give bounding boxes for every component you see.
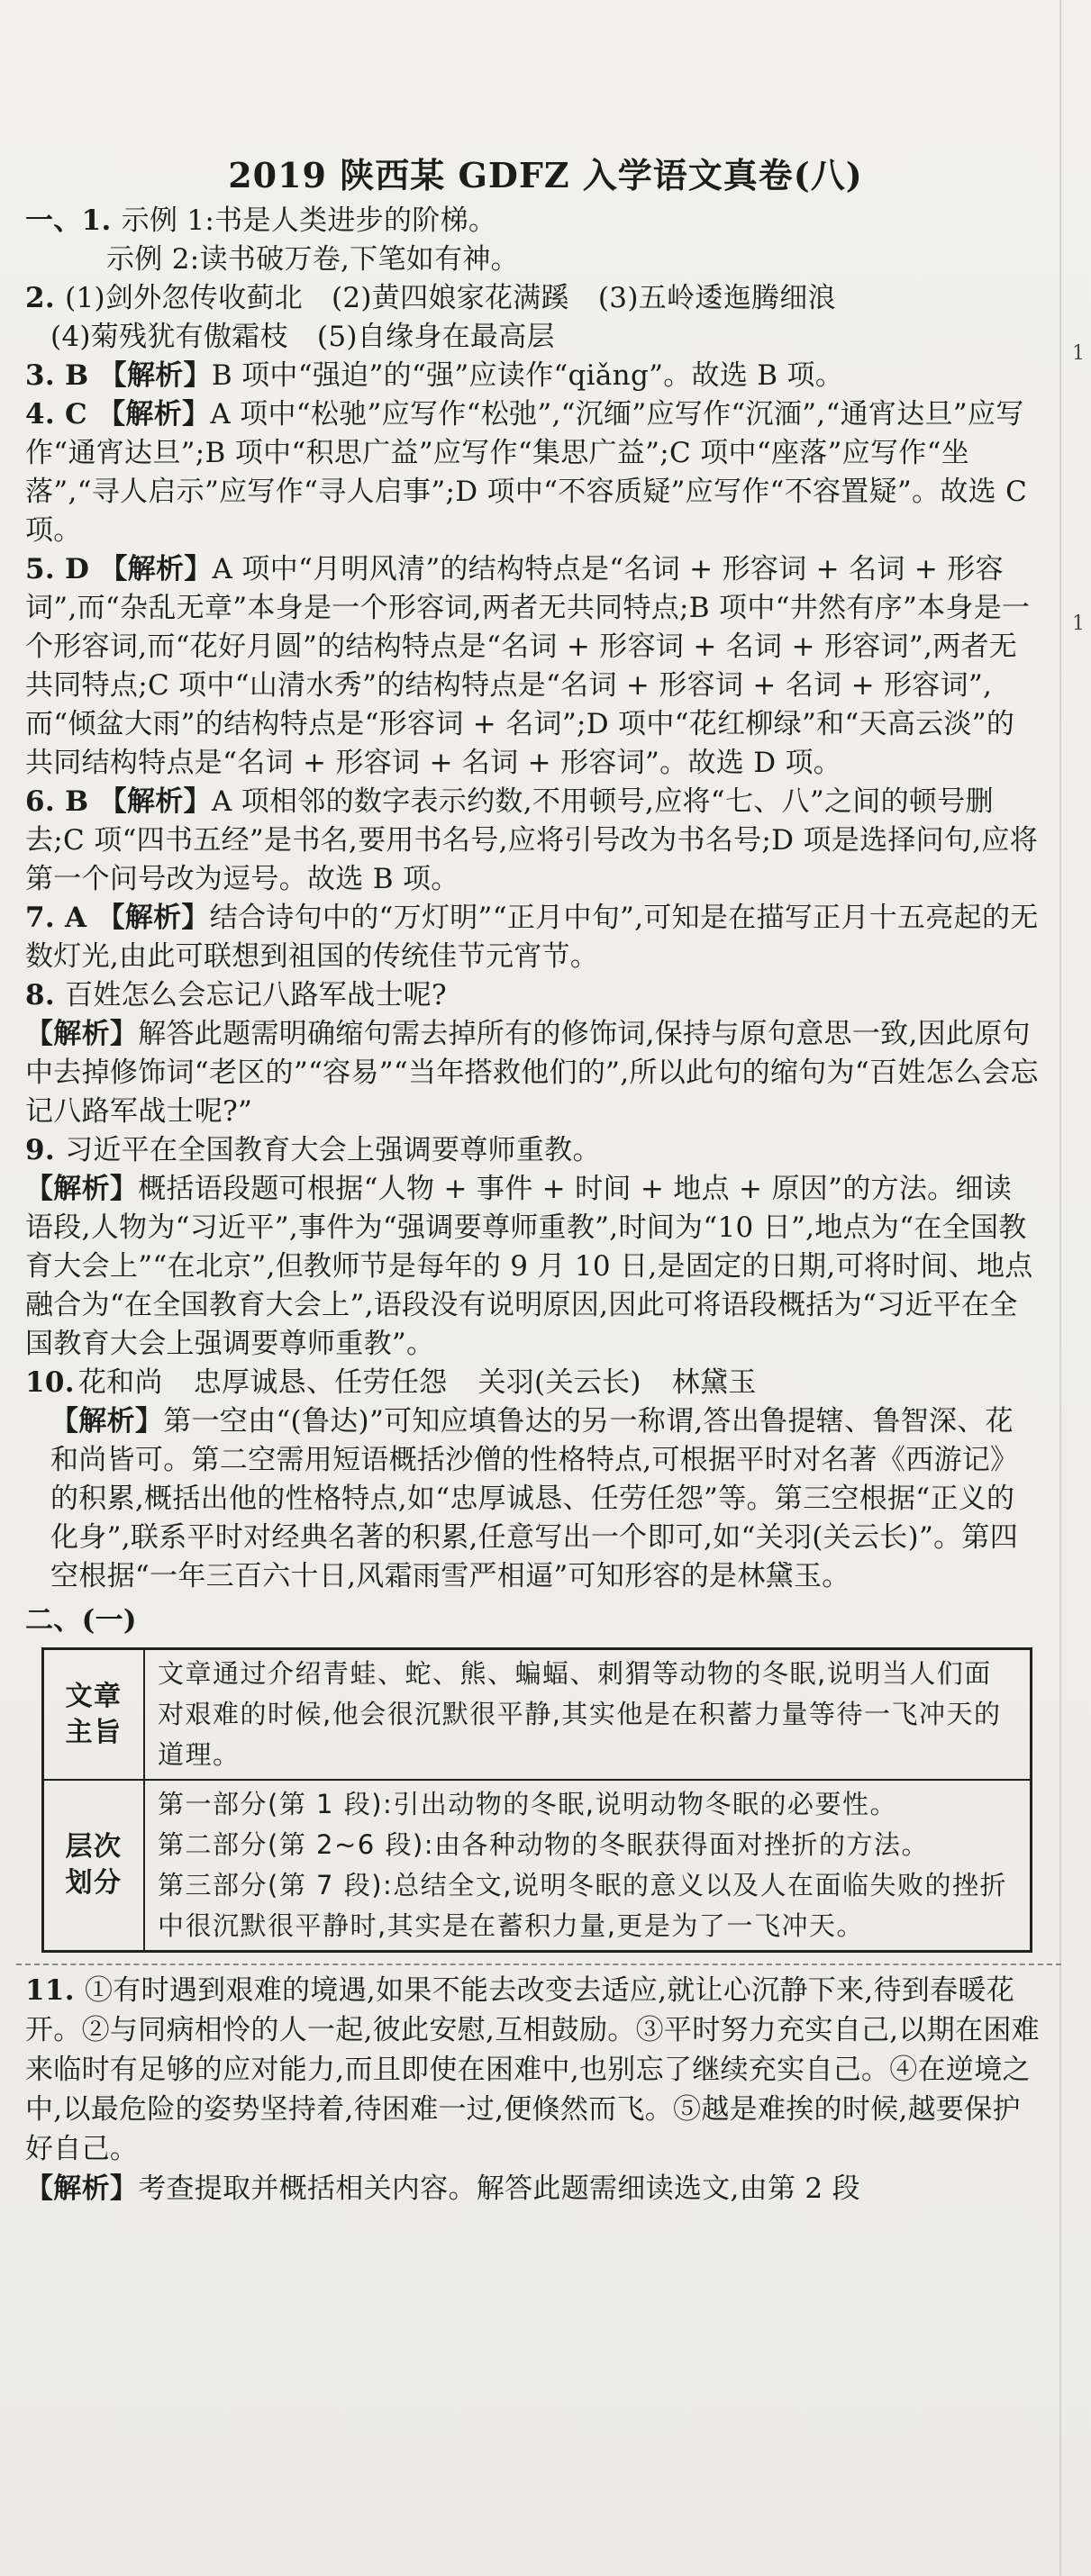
q5-number: 5. D bbox=[25, 553, 100, 585]
table-row bbox=[43, 1780, 1032, 1952]
q5 bbox=[25, 550, 1040, 783]
q7-number: 7. A bbox=[25, 902, 97, 934]
analysis-tag: 【解析】 bbox=[50, 1405, 164, 1438]
q2-answer: (4)菊残犹有傲霜枝 bbox=[50, 321, 288, 353]
q6-text: A 项相邻的数字表示约数,不用顿号,应将“七、八”之间的顿号删去;C 项“四书五经”是书名,要用书名号,应将引号改为书名号;D 项是选择问句,应将第一个问号改为逗号。故选 B 项。 bbox=[25, 785, 1039, 895]
q10-answer: 花和尚 bbox=[77, 1366, 163, 1399]
row-label: 文章主旨 bbox=[43, 1649, 145, 1781]
q8-number: 8. bbox=[25, 979, 66, 1011]
page-title: 2019 陕西某 GDFZ 入学语文真卷(八) bbox=[228, 155, 863, 195]
q11 bbox=[25, 1971, 1040, 2169]
row-text bbox=[144, 1780, 1032, 1952]
q1 bbox=[25, 202, 1040, 240]
row-label: 层次划分 bbox=[43, 1780, 145, 1952]
q7-text: 结合诗句中的“万灯明”“正月中旬”,可知是在描写正月十五亮起的无数灯光,由此可联想到祖国的传统佳节元宵节。 bbox=[25, 902, 1039, 973]
margin-mark: 1 bbox=[1072, 612, 1085, 635]
q9-answer: 习近平在全国教育大会上强调要尊师重教。 bbox=[65, 1134, 601, 1166]
q9-number: 9. bbox=[25, 1134, 66, 1166]
q3-text: B 项中“强迫”的“强”应读作“qiǎng”。故选 B 项。 bbox=[211, 359, 844, 392]
part-1: 第一部分(第 1 段):引出动物的冬眠,说明动物冬眠的必要性。 bbox=[158, 1789, 898, 1819]
q1-line2: 示例 2:读书破万卷,下笔如有神。 bbox=[106, 243, 519, 276]
q3-number: 3. B bbox=[25, 359, 99, 392]
table-row bbox=[43, 1649, 1032, 1781]
q8-analysis bbox=[25, 1015, 1040, 1131]
q6-number: 6. B bbox=[25, 785, 99, 818]
q4-text: A 项中“松驰”应写作“松弛”,“沉缅”应写作“沉湎”,“通宵达旦”应写作“通宵达旦”;B 项中“积思广益”应写作“集思广益”;C 项中“座落”应写作“坐落”,“寻人启示”应写作“寻人启事”;D 项中“不容质疑”应写作“不容置疑”。故选 C 项。 bbox=[25, 398, 1028, 547]
q2-answer: (3)五岭逶迤腾细浪 bbox=[597, 282, 836, 314]
q10-analysis bbox=[25, 1402, 1040, 1596]
section-heading: 二、(一) bbox=[25, 1604, 137, 1637]
analysis-tag: 【解析】 bbox=[25, 1018, 139, 1050]
analysis-tag: 【解析】 bbox=[97, 398, 211, 431]
q6 bbox=[25, 783, 1040, 899]
q2-row2 bbox=[25, 318, 1040, 357]
q7 bbox=[25, 899, 1040, 976]
q2 bbox=[25, 279, 1040, 318]
part-2: 第二部分(第 2~6 段):由各种动物的冬眠获得面对挫折的方法。 bbox=[158, 1829, 930, 1860]
analysis-tag: 【解析】 bbox=[98, 359, 212, 392]
analysis-tag: 【解析】 bbox=[25, 1173, 139, 1205]
q8 bbox=[25, 976, 1040, 1015]
q2-number: 2. bbox=[25, 282, 66, 314]
analysis-tag: 【解析】 bbox=[99, 553, 213, 585]
q4-number: 4. C bbox=[25, 398, 98, 431]
q9 bbox=[25, 1131, 1040, 1170]
q11-text: 考查提取并概括相关内容。解答此题需细读选文,由第 2 段 bbox=[138, 2172, 860, 2205]
q9-text: 概括语段题可根据“人物 + 事件 + 时间 + 地点 + 原因”的方法。细读语段,人物为“习近平”,事件为“强调要尊师重教”,时间为“10 日”,地点为“在全国教育大会上”“在北京”,但教师节是每年的 9 月 10 日,是固定的日期,可将时间、地点融合为“在全国教育大会上”,语段没有说明原因,因此可将语段概括为“习近平在全国教育大会上强调要尊师重教”。 bbox=[25, 1173, 1033, 1360]
q10 bbox=[25, 1364, 1040, 1402]
structure-table bbox=[41, 1647, 1032, 1953]
part-3: 第三部分(第 7 段):总结全文,说明冬眠的意义以及人在面临失败的挫折中很沉默很平静时,其实是在蓄积力量,更是为了一飞冲天。 bbox=[158, 1870, 1008, 1941]
analysis-tag: 【解析】 bbox=[96, 902, 210, 934]
q8-text: 解答此题需明确缩句需去掉所有的修饰词,保持与原句意思一致,因此原句中去掉修饰词“老区的”“容易”“当年搭救他们的”,所以此句的缩句为“百姓怎么会忘记八路军战士呢?” bbox=[25, 1018, 1039, 1128]
row-text: 文章通过介绍青蛙、蛇、熊、蝙蝠、刺猬等动物的冬眠,说明当人们面对艰难的时候,他会很沉默很平静,其实他是在积蓄力量等待一飞冲天的道理。 bbox=[144, 1649, 1032, 1781]
q2-answer: (1)剑外忽传收蓟北 bbox=[65, 282, 303, 314]
q11-analysis bbox=[25, 2169, 1040, 2209]
analysis-tag: 【解析】 bbox=[25, 2172, 139, 2205]
q10-text: 第一空由“(鲁达)”可知应填鲁达的另一称谓,答出鲁提辖、鲁智深、花和尚皆可。第二空需用短语概括沙僧的性格特点,可根据平时对名著《西游记》的积累,概括出他的性格特点,如“忠厚诚恳、任劳任怨”等。第三空根据“正义的化身”,联系平时对经典名著的积累,任意写出一个即可,如“关羽(关云长)”。第四空根据“一年三百六十日,风霜雨雪严相逼”可知形容的是林黛玉。 bbox=[50, 1405, 1019, 1592]
q11-answer: ①有时遇到艰难的境遇,如果不能去改变去适应,就让心沉静下来,待到春暖花开。②与同病相怜的人一起,彼此安慰,互相鼓励。③平时努力充实自己,以期在困难来临时有足够的应对能力,而且即使在困难中,也别忘了继续充实自己。④在逆境之中,以最危险的姿势坚持着,待困难一过,便倏然而飞。⑤越是难挨的时候,越要保护好自己。 bbox=[25, 1974, 1040, 2165]
margin-mark: 1 bbox=[1072, 342, 1085, 365]
page-edge bbox=[1059, 0, 1061, 2576]
analysis-tag: 【解析】 bbox=[98, 785, 212, 818]
q1-line1: 示例 1:书是人类进步的阶梯。 bbox=[121, 204, 497, 237]
q2-answer: (5)自缘身在最高层 bbox=[316, 321, 555, 353]
q11-number: 11. bbox=[25, 1974, 85, 2007]
q5-text: A 项中“月明风清”的结构特点是“名词 + 形容词 + 名词 + 形容词”,而“杂乱无章”本身是一个形容词,两者无共同特点;B 项中“井然有序”本身是一个形容词,而“花好月圆”的结构特点是“名词 + 形容词 + 名词 + 形容词”,两者无共同特点;C 项中“山清水秀”的结构特点是“名词 + 形容词 + 名词 + 形容词”,而“倾盆大雨”的结构特点是“形容词 + 名词”;D 项中“花红柳绿”和“天高云淡”的共同结构特点是“名词 + 形容词 + 名词 + 形容词”。故选 D 项。 bbox=[25, 553, 1031, 779]
q2-answer: (2)黄四娘家花满蹊 bbox=[331, 282, 569, 314]
divider bbox=[16, 1964, 1061, 1965]
q1-number: 一、1. bbox=[25, 204, 122, 237]
q4 bbox=[25, 395, 1040, 550]
q10-answer: 林黛玉 bbox=[671, 1366, 757, 1399]
q10-number: 10. bbox=[25, 1366, 75, 1399]
q10-answer: 忠厚诚恳、任劳任怨 bbox=[193, 1366, 448, 1399]
q3 bbox=[25, 357, 1040, 395]
q9-analysis bbox=[25, 1170, 1040, 1364]
answer-content bbox=[25, 142, 1040, 2209]
q10-answer: 关羽(关云长) bbox=[477, 1366, 641, 1399]
q8-answer: 百姓怎么会忘记八路军战士呢? bbox=[65, 979, 447, 1011]
